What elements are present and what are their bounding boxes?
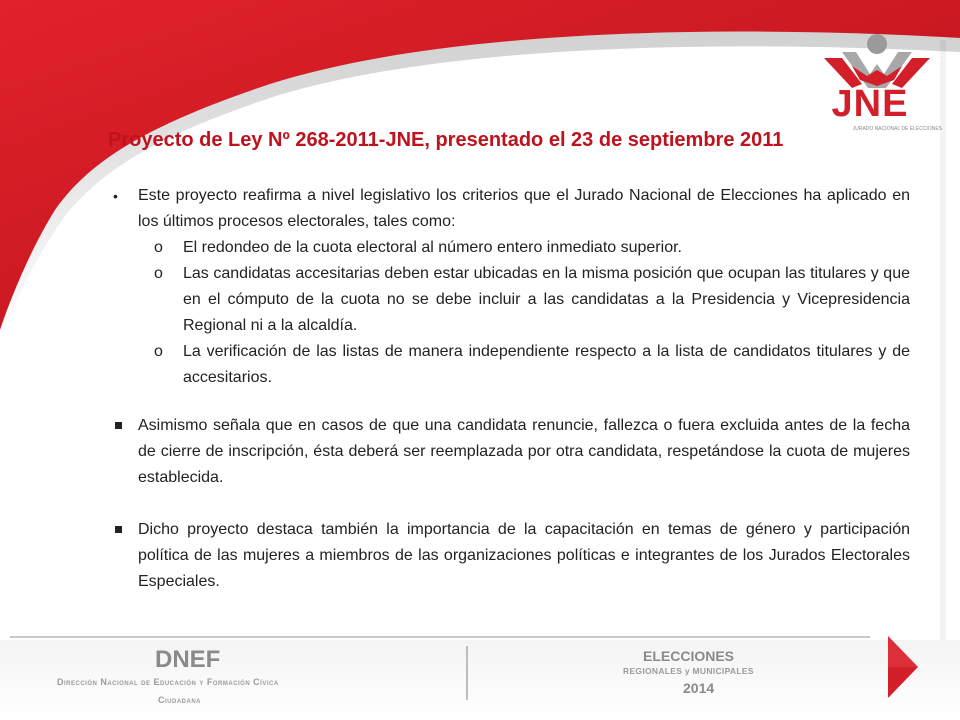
- slide-title: Proyecto de Ley Nº 268-2011-JNE, presentado el 23 de septiembre 2011: [108, 129, 784, 151]
- footer-divider-line: [10, 636, 870, 638]
- footer-event-year: 2014: [683, 680, 715, 696]
- point-replacement: Asimismo señala que en casos de que una candidata renuncie, fallezca o fuera excluida antes de la fecha de cierre de inscripción, ésta deberá ser reemplazada por otra candidata, respetándose la cuota de mujeres establecida.: [138, 417, 910, 486]
- jne-logo: [812, 30, 942, 135]
- sub-bullet-icon: o: [154, 239, 163, 256]
- footer-org-name-line2: Ciudadana: [158, 695, 201, 705]
- point-training: Dicho proyecto destaca también la importancia de la capacitación en temas de género y participación política de las mujeres a miembros de las organizaciones políticas e integrantes de los Jurados Electorales Especiales.: [138, 521, 910, 590]
- sub-bullet-icon: o: [154, 343, 163, 360]
- square-bullet-icon: [115, 413, 122, 439]
- sub-item-verification: La verificación de las listas de manera independiente respecto a la lista de candidatos titulares y de accesitarios.: [183, 343, 910, 386]
- square-bullet-icon: [115, 517, 122, 543]
- intro-paragraph: Este proyecto reafirma a nivel legislativo los criterios que el Jurado Nacional de Elecciones ha aplicado en los últimos procesos electorales, tales como:: [138, 187, 910, 230]
- footer-org-acronym: DNEF: [155, 646, 221, 673]
- bullet-dot-icon: •: [113, 188, 118, 204]
- footer-event-title: ELECCIONES: [643, 648, 735, 664]
- logo-subtitle: JURADO NACIONAL DE ELECCIONES: [852, 126, 942, 132]
- sub-bullet-icon: o: [154, 265, 163, 282]
- jne-emblem-icon: [812, 30, 942, 90]
- footer-org-name-line1: Dirección Nacional de Educación y Formación Cívica: [57, 677, 279, 687]
- sub-item-rounding: El redondeo de la cuota electoral al número entero inmediato superior.: [183, 239, 682, 256]
- sub-item-accesitarias: Las candidatas accesitarias deben estar ubicadas en la misma posición que ocupan las titulares y que en el cómputo de la cuota no se debe incluir a las candidatas a la Presidencia y Vicepresidencia Regional ni a la alcaldía.: [183, 265, 910, 334]
- next-slide-arrow-icon[interactable]: [886, 634, 920, 700]
- footer-event-subtitle: REGIONALES y MUNICIPALES: [623, 666, 754, 676]
- logo-text: JNE: [831, 83, 909, 125]
- footer-vertical-divider: [466, 646, 468, 700]
